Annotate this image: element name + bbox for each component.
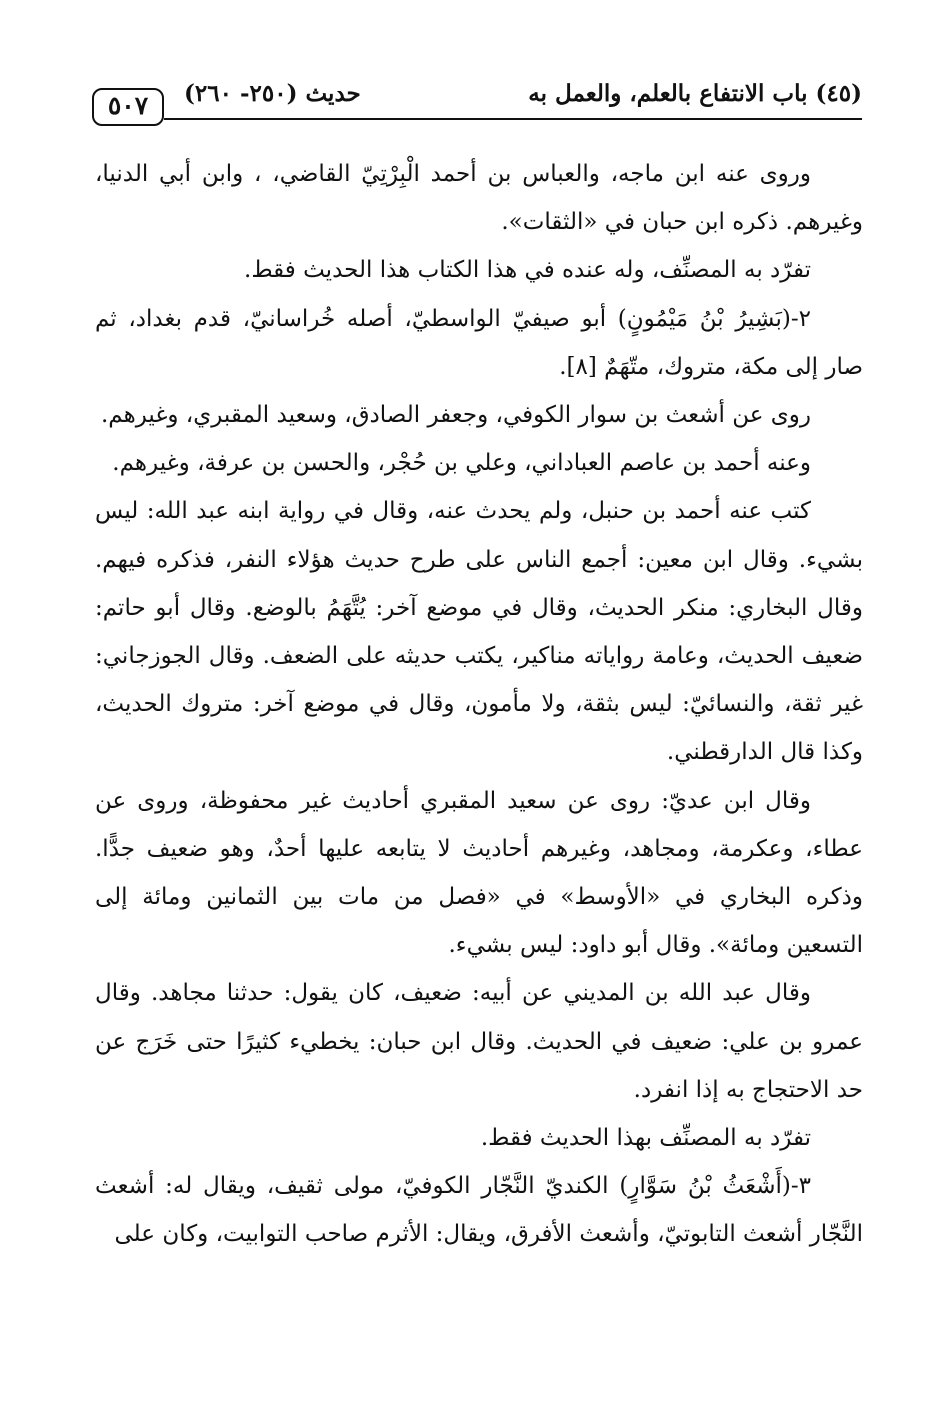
paragraph: تفرّد به المصنِّف، وله عنده في هذا الكتاب هذا الحديث فقط.: [244, 257, 811, 284]
page-header: [92, 70, 862, 128]
paragraph: روى عن أشعث بن سوار الكوفي، وجعفر الصادق، وسعيد المقبري، وغيرهم.: [100, 402, 811, 429]
page-number-box: [92, 88, 164, 126]
page-body: [95, 150, 863, 1259]
header-rule: [164, 118, 862, 120]
page-number: ٥٠٧: [107, 91, 149, 120]
header-hadith-range: حديث (٢٥٠- ٢٦٠): [184, 80, 361, 107]
header-chapter-title: (٤٥) باب الانتفاع بالعلم، والعمل به: [528, 80, 862, 107]
paragraph: وروى عنه ابن ماجه، والعباس بن أحمد الْبِرْتِيّ القاضي، ، وابن أبي الدنيا، وغيرهم. ذكره ابن حبان في «الثقات».: [95, 161, 863, 236]
paragraph: كتب عنه أحمد بن حنبل، ولم يحدث عنه، وقال في رواية ابنه عبد الله: ليس بشيء. وقال ابن معين: أجمع الناس على طرح حديث هؤلاء النفر، فذكره فيهم. وقال البخاري: منكر الحديث، وقال في موضع آخر: يُتَّهَمُ بالوضع. وقال أبو حاتم: ضعيف الحديث، وعامة رواياته مناكير، يكتب حديثه على الضعف. وقال الجوزجاني: غير ثقة، والنسائيّ: ليس بثقة، ولا مأمون، وقال في موضع آخر: متروك الحديث، وكذا قال الدارقطني.: [95, 498, 863, 766]
paragraph: ٣-(أَشْعَثُ بْنُ سَوَّارٍ) الكنديّ النَّجّار الكوفيّ، مولى ثقيف، ويقال له: أشعث النَّجّار أشعث التابوتيّ، وأشعث الأفرق، ويقال: الأثرم صاحب التوابيت، وكان على: [95, 1173, 863, 1248]
paragraph: تفرّد به المصنِّف بهذا الحديث فقط.: [480, 1125, 811, 1152]
paragraph: وعنه أحمد بن عاصم العباداني، وعلي بن حُجْر، والحسن بن عرفة، وغيرهم.: [112, 450, 811, 477]
paragraph: ٢-(بَشِيرُ بْنُ مَيْمُونٍ) أبو صيفيّ الواسطيّ، أصله خُراسانيّ، قدم بغداد، ثم صار إلى مكة، متروك، متّهَمٌ [٨].: [95, 305, 863, 380]
paragraph: وقال عبد الله بن المديني عن أبيه: ضعيف، كان يقول: حدثنا مجاهد. وقال عمرو بن علي: ضعيف في الحديث. وقال ابن حبان: يخطيء كثيرًا حتى خَرَج عن حد الاحتجاج به إذا انفرد.: [95, 980, 863, 1103]
paragraph: وقال ابن عديّ: روى عن سعيد المقبري أحاديث غير محفوظة، وروى عن عطاء، وعكرمة، ومجاهد، وغيرهم أحاديث لا يتابعه عليها أحدٌ، وهو ضعيف جدًّا. وذكره البخاري في «الأوسط» في «فصل من مات بين الثمانين ومائة إلى التسعين ومائة». وقال أبو داود: ليس بشيء.: [95, 787, 863, 959]
